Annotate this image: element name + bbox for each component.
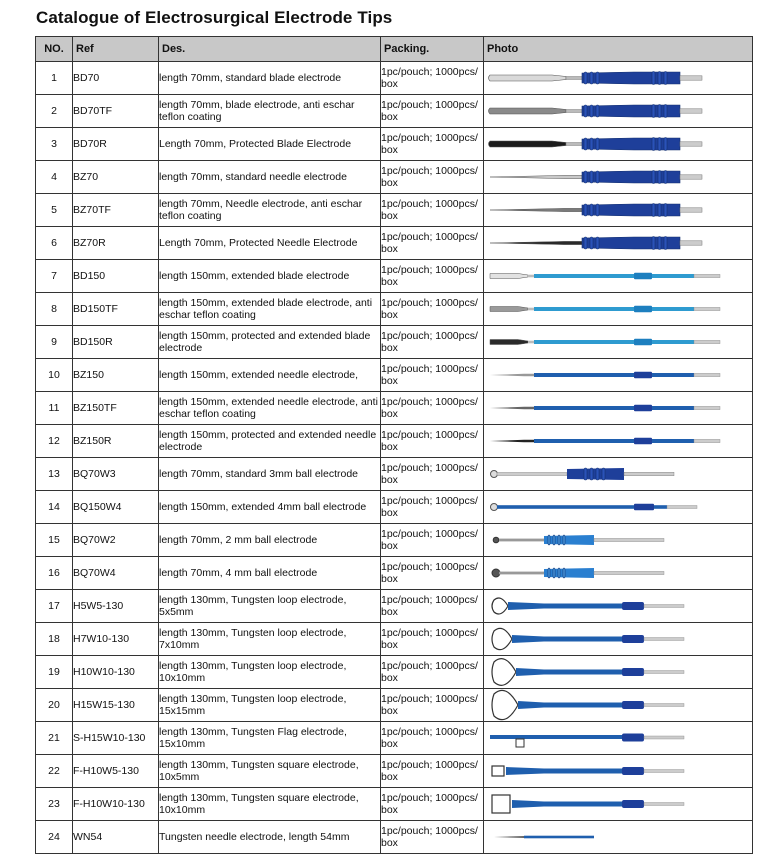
table-row [36,227,753,260]
row-ref: BD70R [73,128,159,161]
table-row [36,491,753,524]
table-row [36,458,753,491]
header-row [36,37,753,62]
row-photo [484,590,753,623]
row-ref: H10W10-130 [73,656,159,689]
page-title: Catalogue of Electrosurgical Electrode Tips [36,8,393,27]
row-ref: BZ150TF [73,392,159,425]
extended-teflon-needle-electrode-icon [484,392,752,424]
table-row [36,821,753,854]
table-row [36,689,753,722]
teflon-blade-electrode-icon [484,95,752,127]
row-description: length 70mm, blade electrode, anti eschar teflon coating [159,95,381,128]
table-row [36,722,753,755]
row-packing: 1pc/pouch; 1000pcs/ box [381,392,484,425]
row-description: length 70mm, 2 mm ball electrode [159,524,381,557]
row-description: length 150mm, extended blade electrode, anti eschar teflon coating [159,293,381,326]
table-row [36,392,753,425]
row-ref: BD70 [73,62,159,95]
table-row [36,293,753,326]
row-number: 19 [36,656,73,689]
row-ref: BZ70TF [73,194,159,227]
row-description: length 130mm, Tungsten square electrode, 10x10mm [159,788,381,821]
row-photo [484,689,753,722]
row-ref: BD70TF [73,95,159,128]
row-packing: 1pc/pouch; 1000pcs/ box [381,194,484,227]
flag-electrode-icon [484,722,752,754]
teflon-needle-electrode-icon [484,194,752,226]
row-description: Length 70mm, Protected Needle Electrode [159,227,381,260]
row-ref: BQ70W4 [73,557,159,590]
row-ref: F-H10W10-130 [73,788,159,821]
row-description: length 150mm, extended 4mm ball electrode [159,491,381,524]
row-photo [484,62,753,95]
row-number: 16 [36,557,73,590]
row-photo [484,524,753,557]
row-number: 6 [36,227,73,260]
table-row [36,524,753,557]
needle-electrode-icon [484,161,752,193]
row-number: 3 [36,128,73,161]
row-packing: 1pc/pouch; 1000pcs/ box [381,722,484,755]
row-packing: 1pc/pouch; 1000pcs/ box [381,458,484,491]
row-ref: BZ70R [73,227,159,260]
table-row [36,425,753,458]
row-number: 7 [36,260,73,293]
header-photo: Photo [484,37,753,62]
row-photo [484,557,753,590]
row-number: 13 [36,458,73,491]
table-row [36,326,753,359]
table-row [36,260,753,293]
row-packing: 1pc/pouch; 1000pcs/ box [381,788,484,821]
row-packing: 1pc/pouch; 1000pcs/ box [381,326,484,359]
row-description: length 130mm, Tungsten loop electrode, 15x15mm [159,689,381,722]
table-row [36,755,753,788]
large-ball-electrode-icon [484,557,752,589]
row-ref: BD150R [73,326,159,359]
row-description: length 150mm, extended blade electrode [159,260,381,293]
table-row [36,557,753,590]
row-description: Length 70mm, Protected Blade Electrode [159,128,381,161]
row-number: 9 [36,326,73,359]
row-ref: BZ150 [73,359,159,392]
table-row [36,161,753,194]
row-description: length 70mm, 4 mm ball electrode [159,557,381,590]
row-description: length 150mm, extended needle electrode, [159,359,381,392]
header-packing: Packing. [381,37,484,62]
ball-electrode-icon [484,458,752,490]
header-no: NO. [36,37,73,62]
row-packing: 1pc/pouch; 1000pcs/ box [381,656,484,689]
row-photo [484,623,753,656]
table-row [36,590,753,623]
row-ref: BZ70 [73,161,159,194]
square-electrode-icon [484,788,752,820]
row-packing: 1pc/pouch; 1000pcs/ box [381,359,484,392]
extended-blade-electrode-icon [484,260,752,292]
row-description: length 130mm, Tungsten loop electrode, 5x5mm [159,590,381,623]
row-packing: 1pc/pouch; 1000pcs/ box [381,62,484,95]
row-photo [484,194,753,227]
tungsten-needle-electrode-icon [484,821,752,853]
row-ref: S-H15W10-130 [73,722,159,755]
row-number: 24 [36,821,73,854]
row-packing: 1pc/pouch; 1000pcs/ box [381,425,484,458]
row-ref: H7W10-130 [73,623,159,656]
row-photo [484,491,753,524]
row-description: length 150mm, protected and extended needle electrode [159,425,381,458]
row-photo [484,161,753,194]
header-des: Des. [159,37,381,62]
row-photo [484,128,753,161]
row-number: 12 [36,425,73,458]
row-photo [484,821,753,854]
small-ball-electrode-icon [484,524,752,556]
row-number: 21 [36,722,73,755]
row-description: length 70mm, standard needle electrode [159,161,381,194]
loop-electrode-icon [484,590,752,622]
blade-electrode-icon [484,62,752,94]
row-photo [484,95,753,128]
row-description: length 70mm, Needle electrode, anti eschar teflon coating [159,194,381,227]
row-description: length 150mm, extended needle electrode, anti eschar teflon coating [159,392,381,425]
table-row [36,128,753,161]
row-number: 4 [36,161,73,194]
row-photo [484,260,753,293]
header-ref: Ref [73,37,159,62]
row-number: 8 [36,293,73,326]
row-number: 23 [36,788,73,821]
table-row [36,788,753,821]
table-row [36,623,753,656]
row-packing: 1pc/pouch; 1000pcs/ box [381,95,484,128]
row-ref: BQ150W4 [73,491,159,524]
row-photo [484,425,753,458]
loop-electrode-icon [484,623,752,655]
table-row [36,359,753,392]
row-packing: 1pc/pouch; 1000pcs/ box [381,755,484,788]
row-packing: 1pc/pouch; 1000pcs/ box [381,491,484,524]
extended-teflon-blade-electrode-icon [484,293,752,325]
extended-needle-electrode-icon [484,359,752,391]
row-ref: BQ70W3 [73,458,159,491]
extended-protected-needle-electrode-icon [484,425,752,457]
row-packing: 1pc/pouch; 1000pcs/ box [381,590,484,623]
row-ref: H5W5-130 [73,590,159,623]
row-number: 22 [36,755,73,788]
row-photo [484,788,753,821]
row-ref: F-H10W5-130 [73,755,159,788]
protected-blade-electrode-icon [484,128,752,160]
row-packing: 1pc/pouch; 1000pcs/ box [381,293,484,326]
row-packing: 1pc/pouch; 1000pcs/ box [381,557,484,590]
row-description: length 70mm, standard blade electrode [159,62,381,95]
table-row [36,194,753,227]
row-description: Tungsten needle electrode, length 54mm [159,821,381,854]
row-number: 1 [36,62,73,95]
row-ref: BZ150R [73,425,159,458]
row-photo [484,359,753,392]
row-packing: 1pc/pouch; 1000pcs/ box [381,260,484,293]
loop-electrode-icon [484,656,752,688]
row-ref: BD150TF [73,293,159,326]
square-electrode-icon [484,755,752,787]
row-photo [484,458,753,491]
row-packing: 1pc/pouch; 1000pcs/ box [381,524,484,557]
row-number: 5 [36,194,73,227]
row-number: 11 [36,392,73,425]
row-photo [484,227,753,260]
row-ref: BQ70W2 [73,524,159,557]
row-ref: BD150 [73,260,159,293]
row-ref: WN54 [73,821,159,854]
row-description: length 70mm, standard 3mm ball electrode [159,458,381,491]
row-number: 2 [36,95,73,128]
extended-protected-blade-electrode-icon [484,326,752,358]
row-number: 15 [36,524,73,557]
row-number: 10 [36,359,73,392]
row-number: 20 [36,689,73,722]
table-row [36,95,753,128]
electrode-catalogue-table [35,36,753,854]
row-number: 14 [36,491,73,524]
row-packing: 1pc/pouch; 1000pcs/ box [381,821,484,854]
row-packing: 1pc/pouch; 1000pcs/ box [381,689,484,722]
row-packing: 1pc/pouch; 1000pcs/ box [381,227,484,260]
row-photo [484,722,753,755]
extended-ball-electrode-icon [484,491,752,523]
row-ref: H15W15-130 [73,689,159,722]
row-description: length 150mm, protected and extended blade electrode [159,326,381,359]
row-photo [484,656,753,689]
table-row [36,62,753,95]
table-row [36,656,753,689]
row-number: 18 [36,623,73,656]
loop-electrode-icon [484,689,752,721]
row-description: length 130mm, Tungsten Flag electrode, 15x10mm [159,722,381,755]
row-photo [484,326,753,359]
row-description: length 130mm, Tungsten square electrode, 10x5mm [159,755,381,788]
row-description: length 130mm, Tungsten loop electrode, 10x10mm [159,656,381,689]
protected-needle-electrode-icon [484,227,752,259]
row-packing: 1pc/pouch; 1000pcs/ box [381,128,484,161]
row-packing: 1pc/pouch; 1000pcs/ box [381,161,484,194]
row-photo [484,755,753,788]
row-photo [484,293,753,326]
row-number: 17 [36,590,73,623]
row-packing: 1pc/pouch; 1000pcs/ box [381,623,484,656]
row-description: length 130mm, Tungsten loop electrode, 7x10mm [159,623,381,656]
row-photo [484,392,753,425]
